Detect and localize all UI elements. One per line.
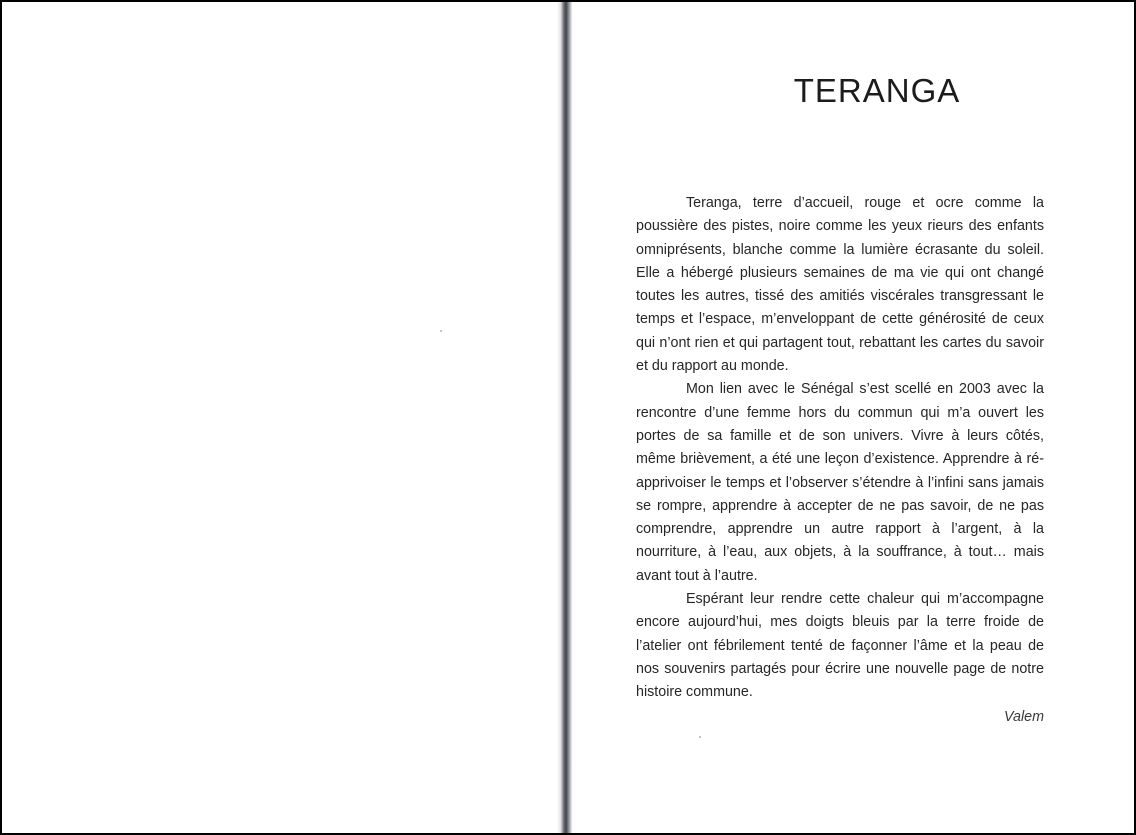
- paragraph-1: Teranga, terre d’accueil, rouge et ocre comme la poussière des pistes, noire comme les yeux rieurs des enfants omniprésents, blanche comme la lumière écrasante du soleil. Elle a hébergé plusieurs semaines de ma vie qui ont changé toutes les autres, tissé des amitiés viscérales transgressant le temps et l’espace, m’enveloppant de cette générosité de ceux qui n’ont rien et qui partagent tout, rebattant les cartes du savoir et du rapport au monde.: [636, 195, 1044, 375]
- chapter-title: TERANGA: [793, 72, 961, 109]
- chapter-body: [636, 192, 1044, 729]
- paragraph-2: Mon lien avec le Sénégal s’est scellé en 2003 avec la rencontre d’une femme hors du commun qui m’a ouvert les portes de sa famille et de son univers. Vivre à leurs côtés, même brièvement, a été une leçon d’existence. Apprendre à ré-apprivoiser le temps et l’observer s’étendre à l’infini sans jamais se rompre, apprendre à accepter de ne pas savoir, de ne pas comprendre, apprendre un autre rapport à l’argent, à la nourriture, à l’eau, aux objets, à la souffrance, à tout… mais avant tout à l’autre.: [636, 381, 1044, 584]
- paper-speck: [440, 330, 442, 332]
- paper-speck: [699, 736, 701, 738]
- author-signature: Valem: [1004, 708, 1044, 725]
- right-page: [572, 2, 1134, 833]
- left-page: [2, 2, 562, 833]
- paragraph-3: Espérant leur rendre cette chaleur qui m’accompagne encore aujourd’hui, mes doigts bleuis par la terre froide de l’atelier ont fébrilement tenté de façonner l’âme et la peau de nos souvenirs partagés pour écrire une nouvelle page de notre histoire commune.: [636, 591, 1044, 701]
